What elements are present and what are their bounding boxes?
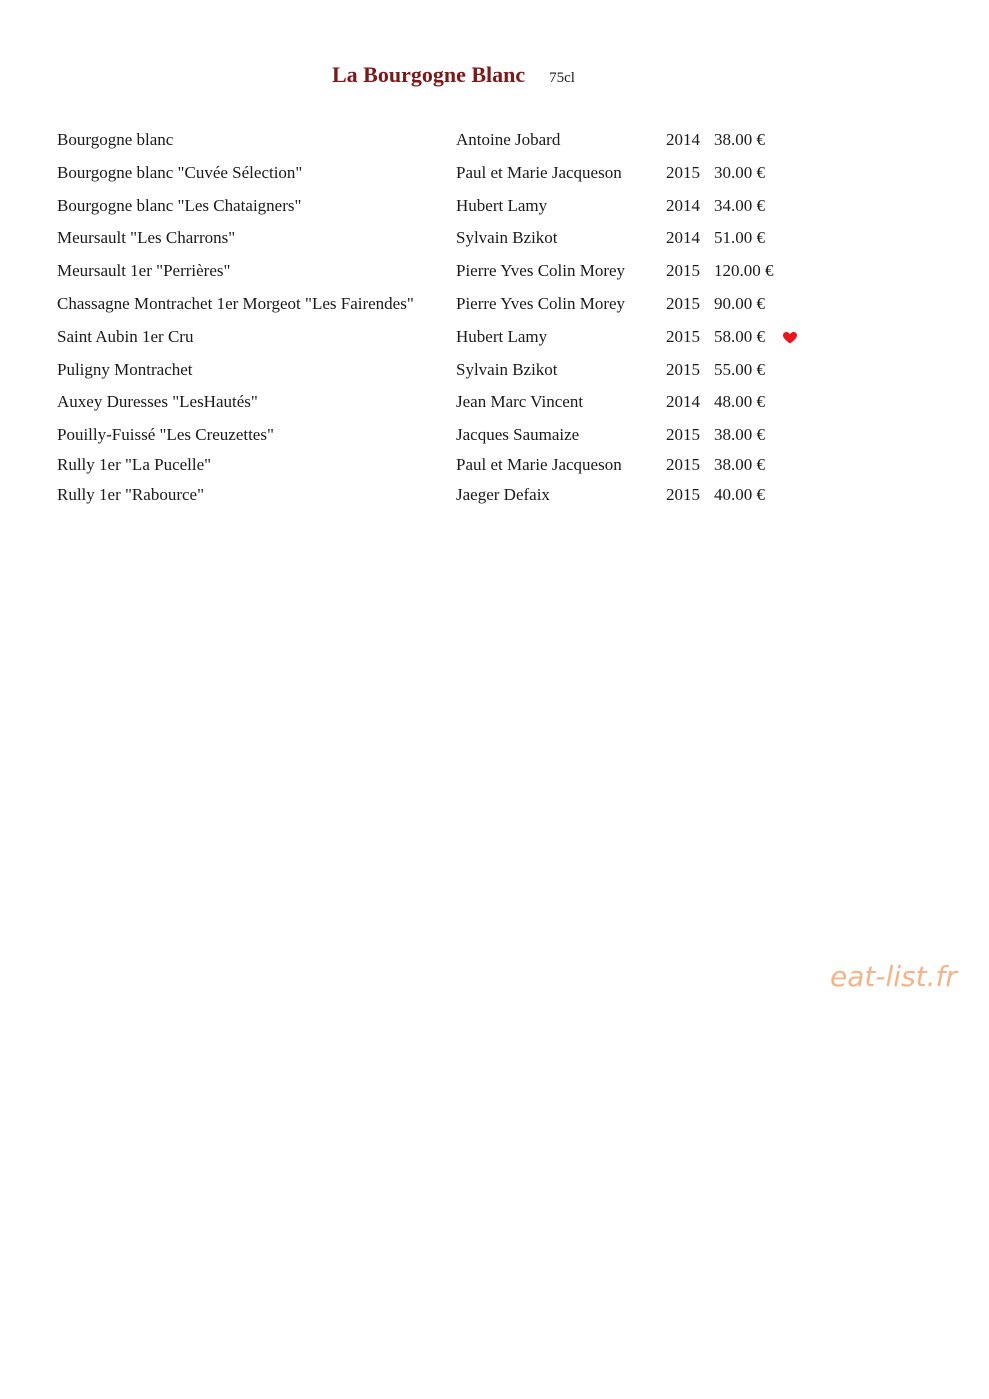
wine-year: 2015 bbox=[666, 425, 700, 445]
wine-producer: Jacques Saumaize bbox=[456, 425, 580, 445]
wine-producer: Jean Marc Vincent bbox=[456, 392, 584, 412]
wine-price: 48.00 € bbox=[714, 392, 765, 412]
list-item bbox=[57, 387, 857, 420]
wine-year: 2014 bbox=[666, 392, 700, 412]
wine-producer: Hubert Lamy bbox=[456, 195, 548, 215]
wine-price: 30.00 € bbox=[714, 162, 765, 182]
menu-header bbox=[332, 62, 575, 88]
watermark: eat-list.fr bbox=[830, 960, 957, 993]
wine-year: 2015 bbox=[666, 326, 700, 346]
wine-name: Pouilly-Fuissé "Les Creuzettes" bbox=[57, 425, 274, 445]
wine-name: Bourgogne blanc bbox=[57, 130, 174, 149]
list-item bbox=[57, 289, 857, 322]
wine-name: Rully 1er "La Pucelle" bbox=[57, 454, 212, 474]
wine-name: Chassagne Montrachet 1er Morgeot "Les Fairendes" bbox=[57, 293, 414, 313]
list-item bbox=[57, 450, 857, 480]
wine-year: 2015 bbox=[666, 359, 700, 379]
wine-year: 2015 bbox=[666, 454, 700, 474]
wine-year: 2015 bbox=[666, 484, 700, 504]
wine-price: 120.00 € bbox=[714, 261, 774, 281]
list-item bbox=[57, 158, 857, 191]
wine-producer: Sylvain Bzikot bbox=[456, 359, 558, 379]
wine-year: 2014 bbox=[666, 130, 700, 149]
list-item bbox=[57, 355, 857, 388]
heart-icon bbox=[783, 332, 797, 344]
list-item bbox=[57, 322, 857, 355]
list-item bbox=[57, 191, 857, 224]
wine-year: 2014 bbox=[666, 228, 700, 248]
wine-producer: Jaeger Defaix bbox=[456, 484, 550, 504]
list-item bbox=[57, 420, 857, 450]
wine-producer: Paul et Marie Jacqueson bbox=[456, 454, 622, 474]
wine-producer: Antoine Jobard bbox=[456, 130, 561, 149]
wine-price: 38.00 € bbox=[714, 130, 765, 149]
wine-producer: Paul et Marie Jacqueson bbox=[456, 162, 622, 182]
list-item bbox=[57, 256, 857, 289]
wine-name: Auxey Duresses "LesHautés" bbox=[57, 392, 258, 412]
page-title: La Bourgogne Blanc bbox=[332, 62, 526, 87]
wine-price: 90.00 € bbox=[714, 293, 765, 313]
wine-producer: Sylvain Bzikot bbox=[456, 228, 558, 248]
wine-name: Meursault 1er "Perrières" bbox=[57, 261, 231, 281]
wine-year: 2015 bbox=[666, 293, 700, 313]
wine-year: 2015 bbox=[666, 261, 700, 281]
wine-price: 40.00 € bbox=[714, 484, 765, 504]
wine-price: 51.00 € bbox=[714, 228, 765, 248]
wine-producer: Hubert Lamy bbox=[456, 326, 548, 346]
wine-year: 2014 bbox=[666, 195, 700, 215]
bottle-volume: 75cl bbox=[549, 70, 575, 86]
wine-price: 58.00 € bbox=[714, 326, 765, 346]
list-item bbox=[57, 480, 857, 510]
wine-name: Bourgogne blanc "Les Chataigners" bbox=[57, 195, 302, 215]
list-item bbox=[57, 125, 857, 158]
wine-name: Rully 1er "Rabource" bbox=[57, 484, 205, 504]
wine-name: Meursault "Les Charrons" bbox=[57, 228, 236, 248]
wine-price: 38.00 € bbox=[714, 425, 765, 445]
wine-name: Bourgogne blanc "Cuvée Sélection" bbox=[57, 162, 303, 182]
wine-list bbox=[57, 125, 857, 510]
list-item bbox=[57, 223, 857, 256]
wine-name: Saint Aubin 1er Cru bbox=[57, 326, 194, 346]
wine-year: 2015 bbox=[666, 162, 700, 182]
wine-price: 38.00 € bbox=[714, 454, 765, 474]
wine-price: 55.00 € bbox=[714, 359, 765, 379]
wine-producer: Pierre Yves Colin Morey bbox=[456, 261, 626, 281]
wine-name: Puligny Montrachet bbox=[57, 359, 193, 379]
wine-price: 34.00 € bbox=[714, 195, 765, 215]
wine-producer: Pierre Yves Colin Morey bbox=[456, 293, 626, 313]
